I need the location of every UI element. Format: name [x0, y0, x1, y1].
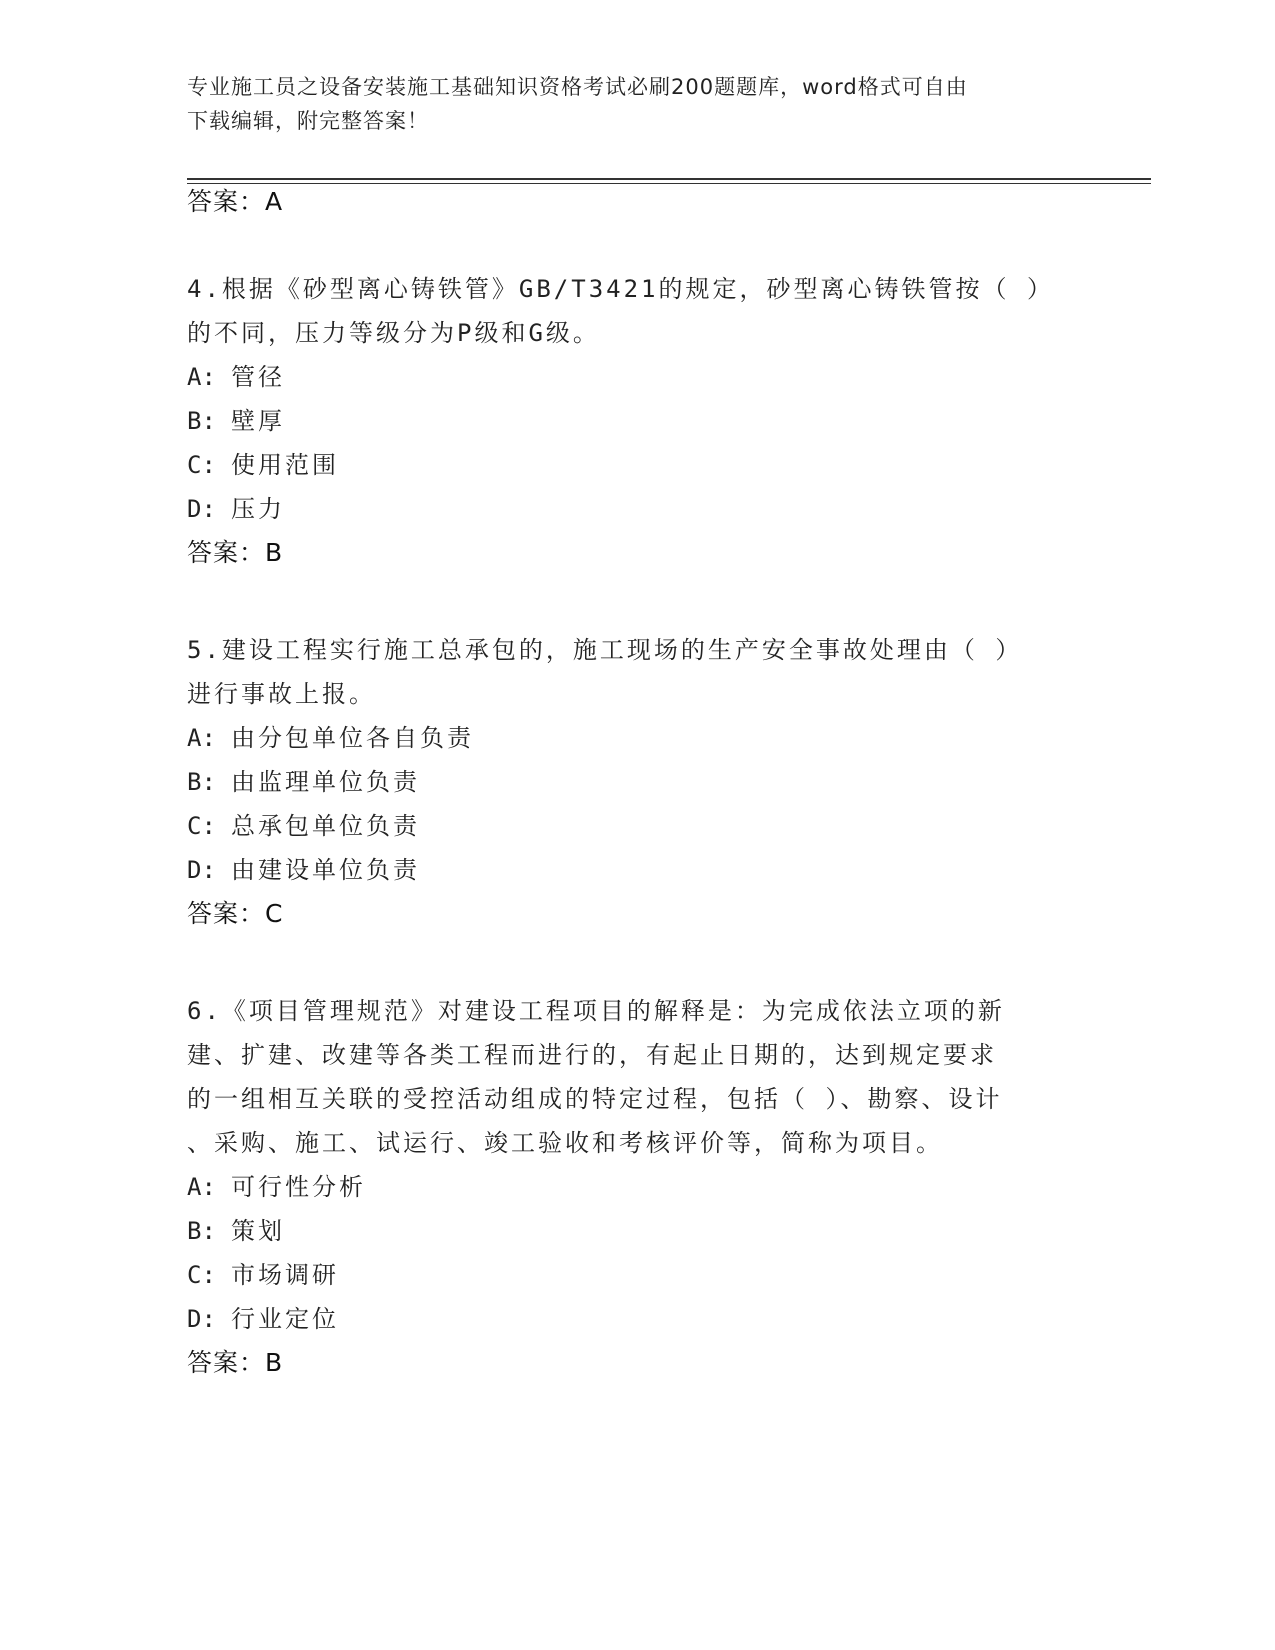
option-label: A:: [187, 724, 216, 752]
question-6-option-a: [187, 1171, 366, 1203]
header-title-line-2: 下载编辑，附完整答案！: [187, 109, 429, 133]
option-text: 由建设单位负责: [231, 856, 420, 884]
option-label: D:: [187, 495, 216, 523]
option-text: 总承包单位负责: [231, 812, 420, 840]
question-6-answer: 答案：B: [187, 1348, 284, 1377]
question-6-line-1: 6.《项目管理规范》对建设工程项目的解释是：为完成依法立项的新: [187, 997, 1005, 1025]
question-5-line-1: 5.建设工程实行施工总承包的，施工现场的生产安全事故处理由（ ）: [187, 636, 1023, 664]
question-6-option-c: [187, 1259, 339, 1291]
question-5-line-2: 进行事故上报。: [187, 680, 376, 708]
previous-answer: 答案：A: [187, 187, 284, 216]
header-rule-thin: [187, 183, 1151, 184]
question-4-line-1: 4.根据《砂型离心铸铁管》GB/T3421的规定，砂型离心铸铁管按（ ）: [187, 275, 1054, 303]
header-rule-thick: [187, 178, 1151, 180]
question-6-line-2: 建、扩建、改建等各类工程而进行的，有起止日期的，达到规定要求: [187, 1041, 997, 1069]
option-text: 壁厚: [231, 407, 285, 435]
option-label: C:: [187, 812, 216, 840]
option-text: 管径: [231, 363, 285, 391]
option-label: A:: [187, 363, 216, 391]
question-5-option-b: [187, 766, 420, 798]
question-5-option-d: [187, 854, 420, 886]
option-label: C:: [187, 451, 216, 479]
option-label: D:: [187, 856, 216, 884]
option-label: B:: [187, 407, 216, 435]
question-4-option-c: [187, 449, 339, 481]
question-4-line-2: 的不同，压力等级分为P级和G级。: [187, 319, 600, 347]
option-text: 可行性分析: [231, 1173, 366, 1201]
question-4-option-b: [187, 405, 285, 437]
question-6-option-d: [187, 1303, 339, 1335]
option-text: 市场调研: [231, 1261, 339, 1289]
question-4-option-d: [187, 493, 285, 525]
question-4-answer: 答案：B: [187, 538, 284, 567]
question-6-line-4: 、采购、施工、试运行、竣工验收和考核评价等，简称为项目。: [187, 1129, 943, 1157]
option-text: 行业定位: [231, 1305, 339, 1333]
option-text: 由监理单位负责: [231, 768, 420, 796]
option-text: 策划: [231, 1217, 285, 1245]
question-5-option-a: [187, 722, 474, 754]
question-6-line-3: 的一组相互关联的受控活动组成的特定过程，包括（ ）、勘察、设计: [187, 1085, 1003, 1113]
question-5-answer: 答案：C: [187, 899, 284, 928]
option-text: 使用范围: [231, 451, 339, 479]
option-label: B:: [187, 1217, 216, 1245]
option-label: C:: [187, 1261, 216, 1289]
question-6-option-b: [187, 1215, 285, 1247]
option-label: B:: [187, 768, 216, 796]
header-title-line-1: 专业施工员之设备安装施工基础知识资格考试必刷200题题库，word格式可自由: [187, 75, 968, 99]
option-label: D:: [187, 1305, 216, 1333]
option-text: 由分包单位各自负责: [231, 724, 474, 752]
question-4-option-a: [187, 361, 285, 393]
option-text: 压力: [231, 495, 285, 523]
document-header: [187, 70, 1067, 138]
question-5-option-c: [187, 810, 420, 842]
option-label: A:: [187, 1173, 216, 1201]
